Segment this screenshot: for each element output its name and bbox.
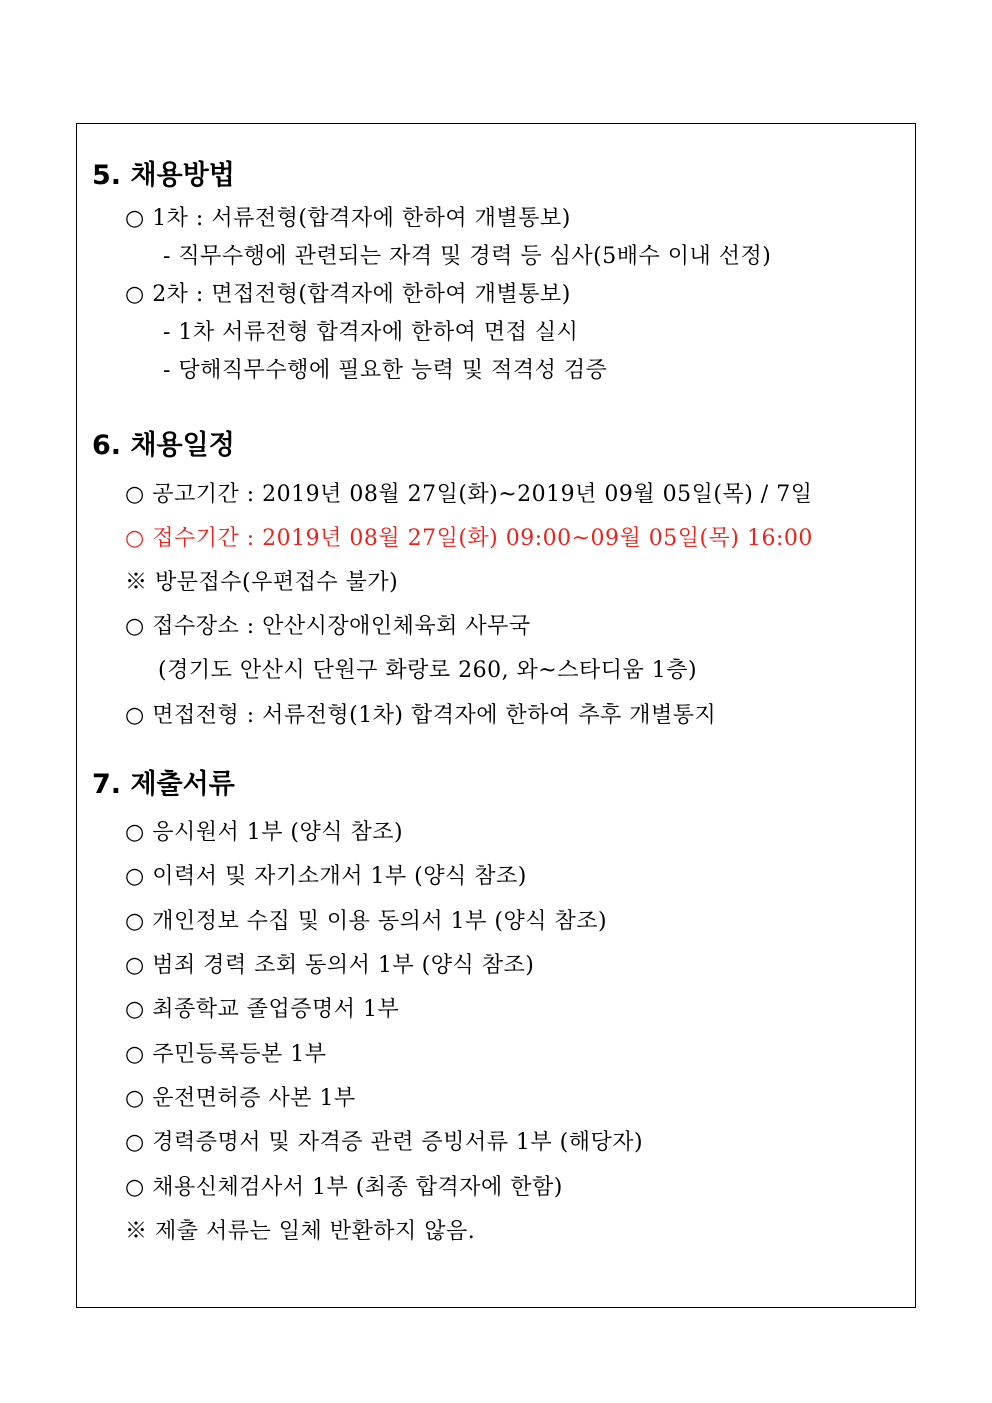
section-6-location: ○ 접수장소 : 안산시장애인체육회 사무국 (125, 614, 531, 639)
section-7-item-7: ○ 운전면허증 사본 1부 (125, 1086, 356, 1111)
section-6-notice-period: ○ 공고기간 : 2019년 08월 27일(화)~2019년 09월 05일(목) / 7일 (125, 482, 813, 507)
section-7-item-4: ○ 범죄 경력 조회 동의서 1부 (양식 참조) (125, 953, 535, 978)
section-7-item-1: ○ 응시원서 1부 (양식 참조) (125, 820, 404, 845)
section-5-heading: 5. 채용방법 (92, 160, 235, 191)
section-7-item-6: ○ 주민등록등본 1부 (125, 1042, 327, 1067)
section-7-item-8: ○ 경력증명서 및 자격증 관련 증빙서류 1부 (해당자) (125, 1130, 644, 1155)
section-7-note: ※ 제출 서류는 일체 반환하지 않음. (125, 1219, 476, 1244)
section-6-address: (경기도 안산시 단원구 화랑로 260, 와~스타디움 1층) (158, 658, 698, 683)
section-5-item-2: ○ 2차 : 면접전형(합격자에 한하여 개별통보) (125, 282, 571, 307)
section-7-item-3: ○ 개인정보 수집 및 이용 동의서 1부 (양식 참조) (125, 909, 608, 934)
section-5-item-1: ○ 1차 : 서류전형(합격자에 한하여 개별통보) (125, 206, 571, 231)
section-5-item-2-detail-2: - 당해직무수행에 필요한 능력 및 적격성 검증 (163, 358, 608, 383)
section-6-visit-note: ※ 방문접수(우편접수 불가) (125, 570, 399, 595)
section-7-item-5: ○ 최종학교 졸업증명서 1부 (125, 997, 400, 1022)
section-5-item-1-detail: - 직무수행에 관련되는 자격 및 경력 등 심사(5배수 이내 선정) (163, 244, 772, 269)
section-7-heading: 7. 제출서류 (92, 769, 235, 800)
section-7-item-2: ○ 이력서 및 자기소개서 1부 (양식 참조) (125, 864, 527, 889)
section-5-item-2-detail-1: - 1차 서류전형 합격자에 한하여 면접 실시 (163, 320, 579, 345)
section-6-application-period: ○ 접수기간 : 2019년 08월 27일(화) 09:00~09월 05일(목) 16:00 (125, 526, 813, 551)
section-6-heading: 6. 채용일정 (92, 430, 235, 461)
section-6-interview: ○ 면접전형 : 서류전형(1차) 합격자에 한하여 추후 개별통지 (125, 703, 717, 728)
section-7-item-9: ○ 채용신체검사서 1부 (최종 합격자에 한함) (125, 1175, 563, 1200)
